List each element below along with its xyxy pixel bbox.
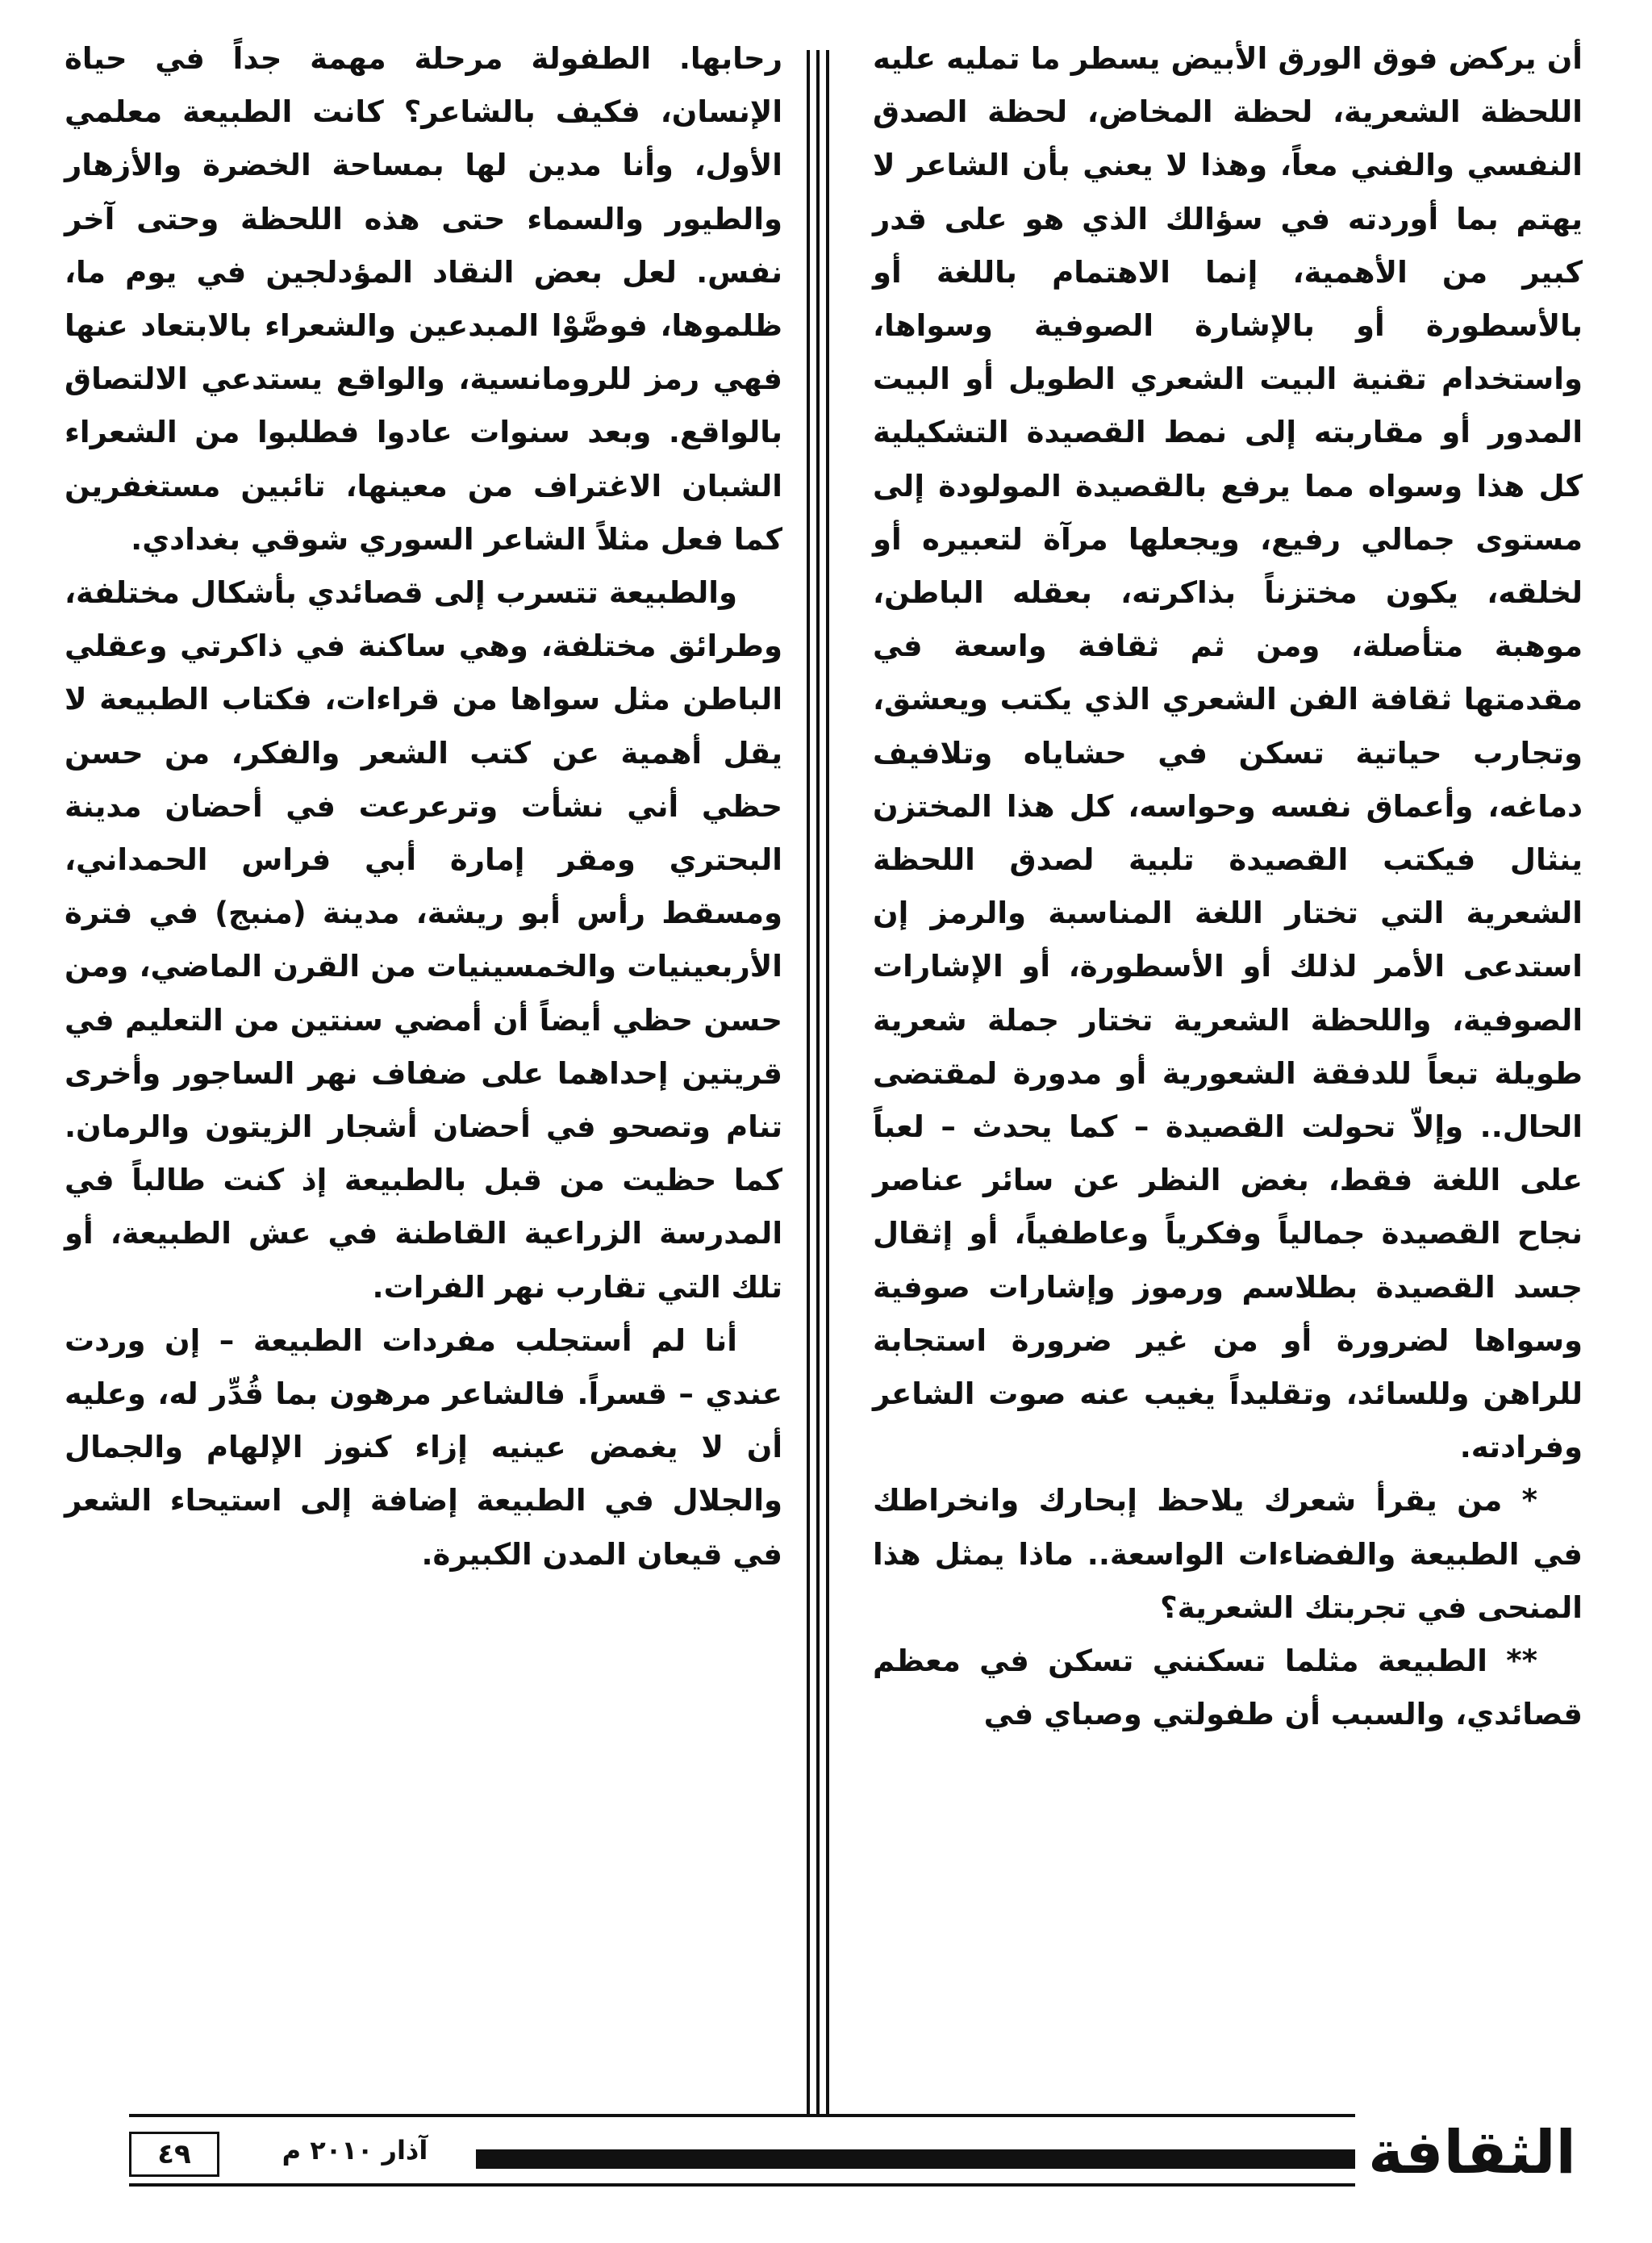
paragraph: والطبيعة تتسرب إلى قصائدي بأشكال مختلفة، وطرائق مختلفة، وهي ساكنة في ذاكرتي وعقلي الباطن مثل سواها من قراءات، فكتاب الطبيعة لا يقل أهمية عن كتب الشعر والفكر، من حسن حظي أني نشأت وترعرعت في أحضان مدينة البحتري ومقر إمارة أبي فراس الحمداني، ومسقط رأس أبو ريشة، مدينة (منبج) في فترة الأربعينيات والخمسينيات من القرن الماضي، ومن حسن حظي أيضاً أن أمضي سنتين من التعليم في قريتين إحداهما على ضفاف نهر الساجور وأخرى تنام وتصحو في أحضان أشجار الزيتون والرمان. كما حظيت من قبل بالطبيعة إذ كنت طالباً في المدرسة الزراعية القاطنة في عش الطبيعة، أو تلك التي تقارب نهر الفرات. [65, 575, 782, 1305]
magazine-logo: الثقافة [1368, 2118, 1576, 2187]
article-column-right [873, 32, 1583, 1742]
footer-rule [129, 2114, 1355, 2117]
column-divider [807, 50, 829, 2114]
interview-answer: ** الطبيعة مثلما تسكنني تسكن في معظم قصائدي، والسبب أن طفولتي وصباي في [873, 1644, 1583, 1732]
footer-bar [476, 2149, 1355, 2169]
page-footer [129, 2114, 1585, 2191]
article-column-left [65, 32, 782, 1581]
paragraph: أن يركض فوق الورق الأبيض يسطر ما تمليه عليه اللحظة الشعرية، لحظة المخاض، لحظة الصدق النفسي والفني معاً، وهذا لا يعني بأن الشاعر لا يهتم بما أوردته في سؤالك الذي هو على قدر كبير من الأهمية، إنما الاهتمام باللغة أو بالأسطورة أو بالإشارة الصوفية وسواها، واستخدام تقنية البيت الشعري الطويل أو البيت المدور أو مقاربته إلى نمط القصيدة التشكيلية كل هذا وسواه مما يرفع بالقصيدة المولودة إلى مستوى جمالي رفيع، ويجعلها مرآة لتعبيره أو لخلقه، يكون مختزناً بذاكرته، بعقله الباطن، موهبة متأصلة، ومن ثم ثقافة واسعة في مقدمتها ثقافة الفن الشعري الذي يكتب ويعشق، وتجارب حياتية تسكن في حشاياه وتلافيف دماغه، وأعماق نفسه وحواسه، كل هذا المختزن ينثال فيكتب القصيدة تلبية لصدق اللحظة الشعرية التي تختار اللغة المناسبة والرمز إن استدعى الأمر لذلك أو الأسطورة، أو الإشارات الصوفية، واللحظة الشعرية تختار جملة شعرية طويلة تبعاً للدفقة الشعورية أو مدورة لمقتضى الحال.. وإلاّ تحولت القصيدة – كما يحدث – لعباً على اللغة فقط، بغض النظر عن سائر عناصر نجاح القصيدة جمالياً وفكرياً وعاطفياً، أو إثقال جسد القصيدة بطلاسم ورموز وإشارات صوفية وسواها لضرورة أو من غير ضرورة استجابة للراهن وللسائد، وتقليداً يغيب عنه صوت الشاعر وفرادته. [873, 41, 1583, 1465]
issue-date: آذار ٢٠١٠ م [282, 2135, 428, 2166]
paragraph: رحابها. الطفولة مرحلة مهمة جداً في حياة الإنسان، فكيف بالشاعر؟ كانت الطبيعة معلمي الأول، وأنا مدين لها بمساحة الخضرة والأزهار والطيور والسماء حتى هذه اللحظة وحتى آخر نفس. لعل بعض النقاد المؤدلجين في يوم ما، ظلموها، فوصَّوْا المبدعين والشعراء بالابتعاد عنها فهي رمز للرومانسية، والواقع يستدعي الالتصاق بالواقع. وبعد سنوات عادوا فطلبوا من الشعراء الشبان الاغتراف من معينها، تائبين مستغفرين كما فعل مثلاً الشاعر السوري شوقي بغدادي. [65, 41, 782, 557]
footer-rule [129, 2183, 1355, 2187]
paragraph: أنا لم أستجلب مفردات الطبيعة – إن وردت عندي – قسراً. فالشاعر مرهون بما قُدِّر له، وعليه أن لا يغمض عينيه إزاء كنوز الإلهام والجمال والجلال في الطبيعة إضافة إلى استيحاء الشعر في قيعان المدن الكبيرة. [65, 1322, 782, 1572]
interview-question: * من يقرأ شعرك يلاحظ إبحارك وانخراطك في الطبيعة والفضاءات الواسعة.. ماذا يمثل هذا المنحى في تجربتك الشعرية؟ [873, 1483, 1583, 1625]
page-number: ٤٩ [129, 2132, 219, 2177]
